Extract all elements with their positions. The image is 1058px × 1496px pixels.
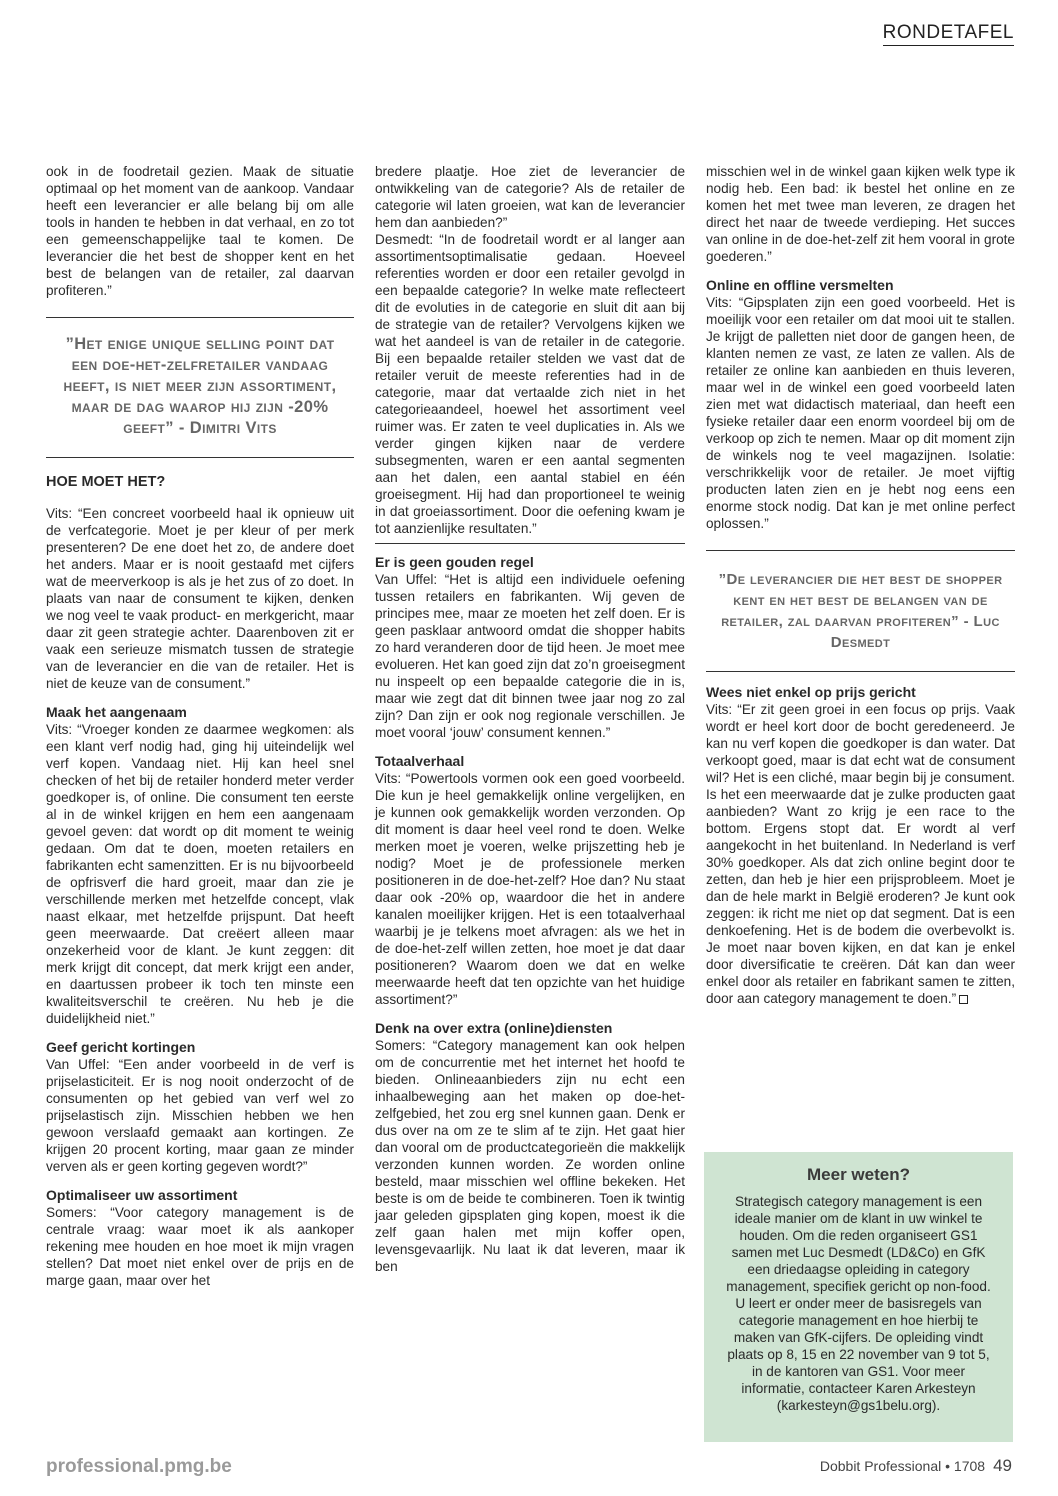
divider — [46, 457, 354, 458]
paragraph: Vits: “Powertools vormen ook een goed voorbeeld. Die kun je heel gemakkelijk online vergelijken, en je kunnen ook gemakkelijk worden verzonden. Op dit moment is daar heel veel rond te doen. Welke merken moet je voeren, welke prijszetting heb je nodig? Moet je de professionele merken positioneren in de doe-het-zelf? Hoe dan? Nu staat daar ook -20% op, waardoor die het in andere kanalen moeilijker krijgen. Het is een totaalverhaal waarbij je je telkens moet afvragen: als we het in de doe-het-zelf willen zetten, hoe moet je dat daar positioneren? Waarom doen we dat en welke meerwaarde heeft dat ten opzichte van het huidige assortiment?” — [375, 771, 685, 1007]
divider — [375, 543, 685, 544]
article-column-3 — [706, 163, 1015, 1007]
divider — [706, 671, 1015, 672]
subheading: Wees niet enkel op prijs gericht — [706, 684, 916, 700]
page-number: 49 — [993, 1456, 1012, 1475]
paragraph: Desmedt: “In de foodretail wordt er al langer aan assortimentsoptimalisatie gedaan. Hoeveel referenties worden er door een retailer gevolgd in een bepaalde categorie? In welke mate reflecteert dit de evoluties in de categorie en sluit dit aan bij de strategie van de retailer? Vervolgens kijken we wat het aandeel is van de retailer in de categorie. Bij een bepaalde retailer stelden we vast dat de retailer veruit de meeste referenties had in de categorie, maar dat vertaalde zich niet in het categorieaandeel, hoewel het assortiment veel ruimer was. Er zaten te veel duplicaties in. Als we verder gingen kijken naar de verdere subsegmenten, waren er een aantal segmenten aan het dalen, een aantal stabiel en één groeisegment. Hij had dan proportioneel te weinig in dat groeiassortiment. Door die oefening kwam je tot aanzienlijke resultaten.” — [375, 232, 685, 536]
paragraph: Somers: “Voor category management is de centrale vraag: waar moet ik als aankoper rekening mee houden en hoe moet ik mijn vragen stellen? Dat moet niet enkel over de prijs en de marge gaan, maar over het — [46, 1205, 354, 1288]
paragraph: Van Uffel: “Het is altijd een individuele oefening tussen retailers en fabrikanten. Wij geven de principes mee, maar ze moeten het zelf doen. Er is geen pasklaar antwoord omdat die shopper habits zo hard veranderen door de tijd heen. Je moet mee evolueren. Het kan goed zijn dat zo’n groeisegment nu inspeelt op een bepaalde categorie die in is, maar wie zegt dat dit binnen twee jaar nog zo zal zijn? Dan zijn er ook nog regionale verschillen. Je moet vooral ‘jouw’ consument kennen.” — [375, 572, 685, 740]
pull-quote: ”Het enige unique selling point dat een doe-het-zelfretailer vandaag heeft, is niet meer zijn assortiment, maar de dag waarop hij zijn -20% geeft” - Dimitri Vits — [63, 335, 337, 437]
info-box — [704, 1152, 1013, 1442]
subheading: Totaalverhaal — [375, 753, 465, 769]
paragraph: misschien wel in de winkel gaan kijken welk type ik nodig heb. Een bad: ik bestel het online en ze komen het met twee man leveren, ze dragen het direct het naar de tweede verdieping. Het succes van online in de doe-het-zelf zit hem vooral in grote goederen.” — [706, 164, 1015, 264]
page-footer — [820, 1456, 1012, 1476]
paragraph — [706, 701, 1015, 1007]
info-box-title: Meer weten? — [807, 1165, 910, 1184]
paragraph: Vits: “Vroeger konden ze daarmee wegkomen: als een klant verf nodig had, ging hij uiteindelijk wel verf kopen. Vandaag niet. Hij kan heel snel checken of het bij de retailer honderd meter verder goedkoper is, of online. Die consument ten eerste al in de winkel krijgen en hem een aangenaam gevoel geven: dat wordt op dit moment te weinig gedaan. Om dat te doen, moeten retailers en fabrikanten echt samenzitten. Er is nu bijvoorbeeld de opfrisverf die hard groeit, maar dan zie je verschillende merken met hetzelfde concept, vlak naast elkaar, met hetzelfde prijspunt. Dat heeft geen meerwaarde. Dat creëert alleen maar onzekerheid voor de klant. Je kunt zeggen: dit merk krijgt dit concept, dat merk krijgt een ander, en daartussen probeer ik toch ten minste een kwaliteitsverschil te creëren. Nu heb je die duidelijkheid niet.” — [46, 722, 354, 1026]
section-heading: HOE MOET HET? — [46, 474, 166, 490]
end-of-article-icon — [959, 995, 968, 1004]
info-box-body: Strategisch category management is een ideale manier om de klant in uw winkel te houden. Om die reden organiseert GS1 samen met Luc Desmedt (LD&Co) en GfK een driedaagse opleiding in category management, specifiek gericht op non-food. U leert er onder meer de basisregels van categorie management en hoe hierbij te maken van GfK-cijfers. De opleiding vindt plaats op 8, 15 en 22 november van 9 tot 5, in de kantoren van GS1. Voor meer informatie, contacteer Karen Arkesteyn (karkesteyn@gs1belu.org). — [726, 1194, 991, 1413]
paragraph: Vits: “Een concreet voorbeeld haal ik opnieuw uit de verfcategorie. Moet je per kleur of per merk presenteren? De ene doet het zo, de andere doet het anders. Maar er is nooit gestaafd met cijfers wat de meerverkoop is als je het zus of zo doet. In plaats van naar de consument te kijken, denken we nog veel te vaak product- en merkgericht, maar daar zit geen strategie achter. Daarenboven zit er vaak een serieuze mismatch tussen de strategie van de leverancier en die van de retailer. Het is niet de keuze van de consument.” — [46, 506, 354, 691]
article-column-1 — [46, 163, 354, 1289]
paragraph: Vits: “Gipsplaten zijn een goed voorbeeld. Het is moeilijk voor een retailer om dat mooi uit te stallen. Je krijgt de palletten niet door de gangen heen, de klanten nemen ze vast, ze laten ze vallen. Als de retailer ze online kan aanbieden en thuis leveren, maar wel in de winkel een goed voorbeeld laten zien met wat didactisch materiaal, dan heeft een fysieke retailer daar een enorm voordeel bij om de verkoop op zich te nemen. Maar op dit moment zijn de winkels nog te veel magazijnen. Isolatie: verschrikkelijk voor de retailer. Je moet vijftig producten laten zien en je hebt nog eens een enorme stock nodig. Dat kan je met online perfect oplossen.” — [706, 295, 1015, 531]
paragraph: Van Uffel: “Een ander voorbeeld in de verf is prijselasticiteit. Er is nog nooit onderzocht of de consumenten op het gebied van verf wel zo prijselastisch zijn. Misschien hebben we hen gewoon verslaafd gemaakt aan kortingen. Ze krijgen 20 procent korting, maar gaan ze minder verven als er geen korting gegeven wordt?” — [46, 1057, 354, 1174]
subheading: Denk na over extra (online)diensten — [375, 1020, 613, 1036]
article-column-2 — [375, 163, 685, 1275]
subheading: Optimaliseer uw assortiment — [46, 1187, 238, 1203]
pull-quote: ”De leverancier die het best de shopper kent en het best de belangen van de retailer, zal daarvan profiteren” - Luc Desmedt — [718, 571, 1003, 651]
paragraph-text: Vits: “Er zit geen groei in een focus op prijs. Vaak wordt er heel kort door de bocht geredeneerd. Je kan nu verf kopen die goedkoper is dan water. Dat verkoopt goed, maar is dat echt wat de consument wil? Het is een cliché, maar begin bij je consument. Is het een meerwaarde dat je zulke producten gaat aanbieden? Want zo krijg je een race to the bottom. Ergens stopt dat. Er wordt al verf aangekocht in het buitenland. In Nederland is verf 30% goedkoper. Als dat zich online begint door te zetten, dan heb je hier een prijsprobleem. Moet je dan de hele markt in België eroderen? Je kunt ook zeggen: ik richt me niet op dat segment. Dat is een denkoefening. Het is de bodem die overbevolkt is. Je moet naar boven kijken, en dat kan je enkel door diversificatie te creëren. Dát kan dan weer enkel door als retailer en fabrikant samen te zitten, door aan category management te doen.” — [706, 702, 1015, 1006]
website-link[interactable]: professional.pmg.be — [46, 1456, 232, 1477]
paragraph: bredere plaatje. Hoe ziet de leverancier de ontwikkeling van de categorie? Als de retailer de categorie wil laten groeien, wat kan de leverancier hem dan aanbieden?” — [375, 164, 685, 230]
subheading: Geef gericht kortingen — [46, 1039, 196, 1055]
subheading: Er is geen gouden regel — [375, 554, 534, 570]
paragraph: Somers: “Category management kan ook helpen om de concurrentie met het internet het hoofd te bieden. Onlineaanbieders zijn nu echt een inhaalbeweging aan het maken op doe-het-zelfgebied, het zou erg snel kunnen gaan. Denk er dus over na om ze te slim af te zijn. Het gaat hier dan vooral om de productcategorieën die makkelijk verzonden kunnen worden. Ze worden online besteld, maar misschien wel offline bekeken. Het beste is om de beide te combineren. Toen ik twintig jaar geleden gipsplaten ging kopen, moest ik die zelf gaan halen met mijn koffer open, levensgevaarlijk. Nu laat ik dat leveren, maar ik ben — [375, 1038, 685, 1274]
subheading: Online en offline versmelten — [706, 277, 894, 293]
section-label: RONDETAFEL — [883, 22, 1014, 46]
magazine-issue: Dobbit Professional • 1708 — [819, 1458, 986, 1474]
paragraph: ook in de foodretail gezien. Maak de situatie optimaal op het moment van de aankoop. Vandaar heeft een leverancier er alle belang bij om alle tools in handen te hebben in dat verhaal, en zo tot een gemeenschappelijke taal te komen. De leverancier die het best de shopper kent en het best de belangen van de retailer, zal daarvan profiteren.” — [46, 164, 354, 298]
subheading: Maak het aangenaam — [46, 704, 187, 720]
